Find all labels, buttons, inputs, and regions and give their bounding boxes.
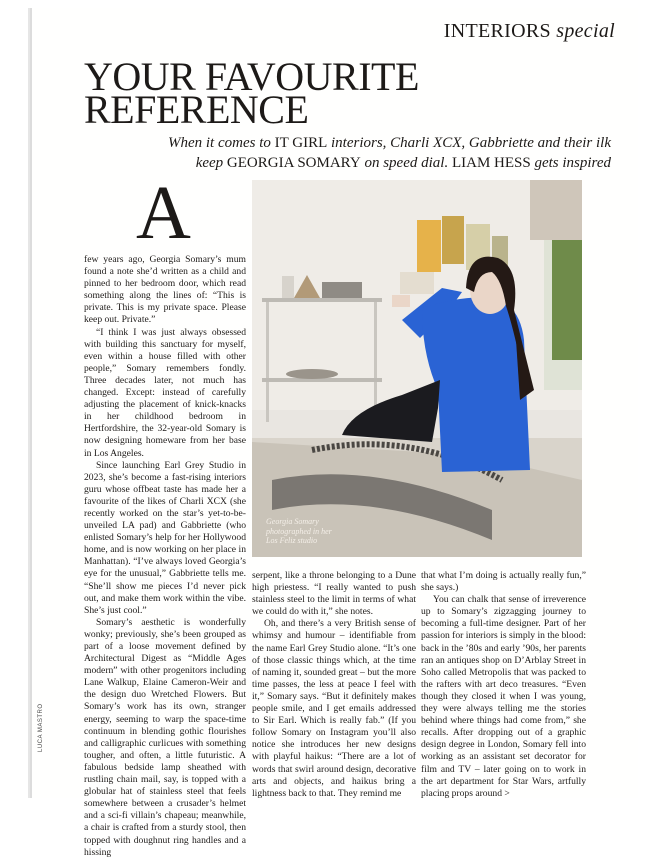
section-label (444, 20, 615, 43)
photo-caption (266, 517, 356, 546)
caption-line: photographed in her (266, 526, 332, 536)
paragraph: You can chalk that sense of irreverence up to Somary’s zigzagging journey to becoming a full-time designer. Part of her passion for interiors is simply in the blood: back in the ’80s and early ’90s, her parents ran an antiques shop on D’Arblay Street in Soho called Metropolis that was packed to the rafters with art deco treasures. “Even though they closed it when I was young, they were always telling me the stories behind where things had come from,” she recalls. After dropping out of a graphic design degree in London, Somary fell into working as an assistant set decorator for film and TV – later going on to work in the art department for Star Wars, artfully placing props around > (421, 594, 586, 799)
standfirst-part: IT GIRL (274, 135, 328, 151)
paragraph: Since launching Earl Grey Studio in 2023, she’s become a fast-rising interiors guru whose offbeat taste has made her a favourite of the likes of Charli XCX (she recently worked on the star’s yet-to-be-unveiled LA pad) and Gabbriette (who enlisted Somary’s help for her Hollywood home, and is now working on her place in Manhattan). “I’ve always loved Georgia’s eye for the unusual,” Gabbriette tells me. “She’ll show me pieces I’d never pick out, and make them work within the vibe. She’s just cool.” (84, 459, 246, 616)
standfirst (141, 133, 611, 173)
standfirst-part: LIAM HESS (451, 155, 531, 171)
headline-line-1: YOUR FAVOURITE (84, 54, 419, 99)
caption-line: Georgia Somary (266, 517, 319, 526)
paragraph: serpent, like a throne belonging to a Dune high priestess. “I really wanted to push stainless steel to the limit in terms of what we could do with it,” she notes. (252, 570, 416, 618)
body-column-3 (421, 570, 586, 800)
standfirst-part: interiors, Charli XCX, Gabbriette and their ilk keep (195, 135, 611, 171)
caption-line: Los Feliz studio (266, 536, 318, 545)
paragraph: few years ago, Georgia Somary’s mum found a note she’d written as a child and pinned to her bedroom door, which read something along the lines of: “This is private. This is my private space. Please keep out. Private.” (84, 254, 246, 326)
paragraph: “I think I was just always obsessed with building this sanctuary for myself, even within a house filled with other people,” Somary remembers fondly. Three decades later, not much has changed. Except: instead of carefully adjusting the placement of knick-knacks in her childhood bedroom in Hertfordshire, the 32-year-old Somary is now designing homeware from her base in Los Angeles. (84, 326, 246, 459)
section-label-main: INTERIORS (443, 20, 551, 42)
body-column-2 (252, 570, 416, 800)
paragraph: that what I’m doing is actually really fun,” she says.) (421, 570, 586, 594)
section-label-sub: special (556, 20, 615, 42)
standfirst-part: GEORGIA SOMARY (226, 155, 361, 171)
body-column-1 (84, 254, 246, 859)
headline (84, 54, 464, 132)
paragraph: Somary’s aesthetic is wonderfully wonky; previously, she’s been grouped as part of a loose movement defined by Architectural Digest as “Middle Ages modern” with other progenitors including Lane Walkup, Elaine Cameron-Weir and the design duo Wretched Flowers. But Somary’s work has its own, stranger energy, seeming to warp the space-time continuum in blending gothic flourishes and calligraphic curlicues with something tougher, and often, a little futuristic. A fabulous bedside lamp sheathed with rustling chain mail, say, is topped with a globular hat of stainless steel that feels somewhere between a crusader’s helmet and a sci-fi villain’s chapeau; meanwhile, a chair is crafted from a sturdy stool, then topped with doughnut ring handles and a hissing (84, 616, 246, 858)
portrait-photo (252, 180, 582, 557)
headline-line-2: REFERENCE (84, 87, 309, 132)
standfirst-part: When it comes to (167, 135, 275, 151)
photo-illustration (252, 180, 582, 557)
page-gutter-shadow (30, 8, 32, 798)
drop-cap: A (136, 171, 191, 255)
standfirst-part: gets inspired (530, 155, 611, 171)
paragraph: Oh, and there’s a very British sense of whimsy and humour – identifiable from the name Earl Grey Studio alone. “It’s one of those classic things which, at the time of naming it, sounded great – but the more time passes, the less at peace I feel with it,” Somary says. “But it definitely makes people smile, and I get emails addressed to Sir Earl. Which is really fab.” (If you follow Somary on Instagram you’ll also notice she introduces her new designs with playful haikus: “There are a lot of words that swirl around design, decorative arts and objects, and haikus bring a lightness back to that. They remind me (252, 618, 416, 799)
photo-credit: LUCA MASTRO (38, 703, 44, 752)
standfirst-part: on speed dial. (360, 155, 452, 171)
